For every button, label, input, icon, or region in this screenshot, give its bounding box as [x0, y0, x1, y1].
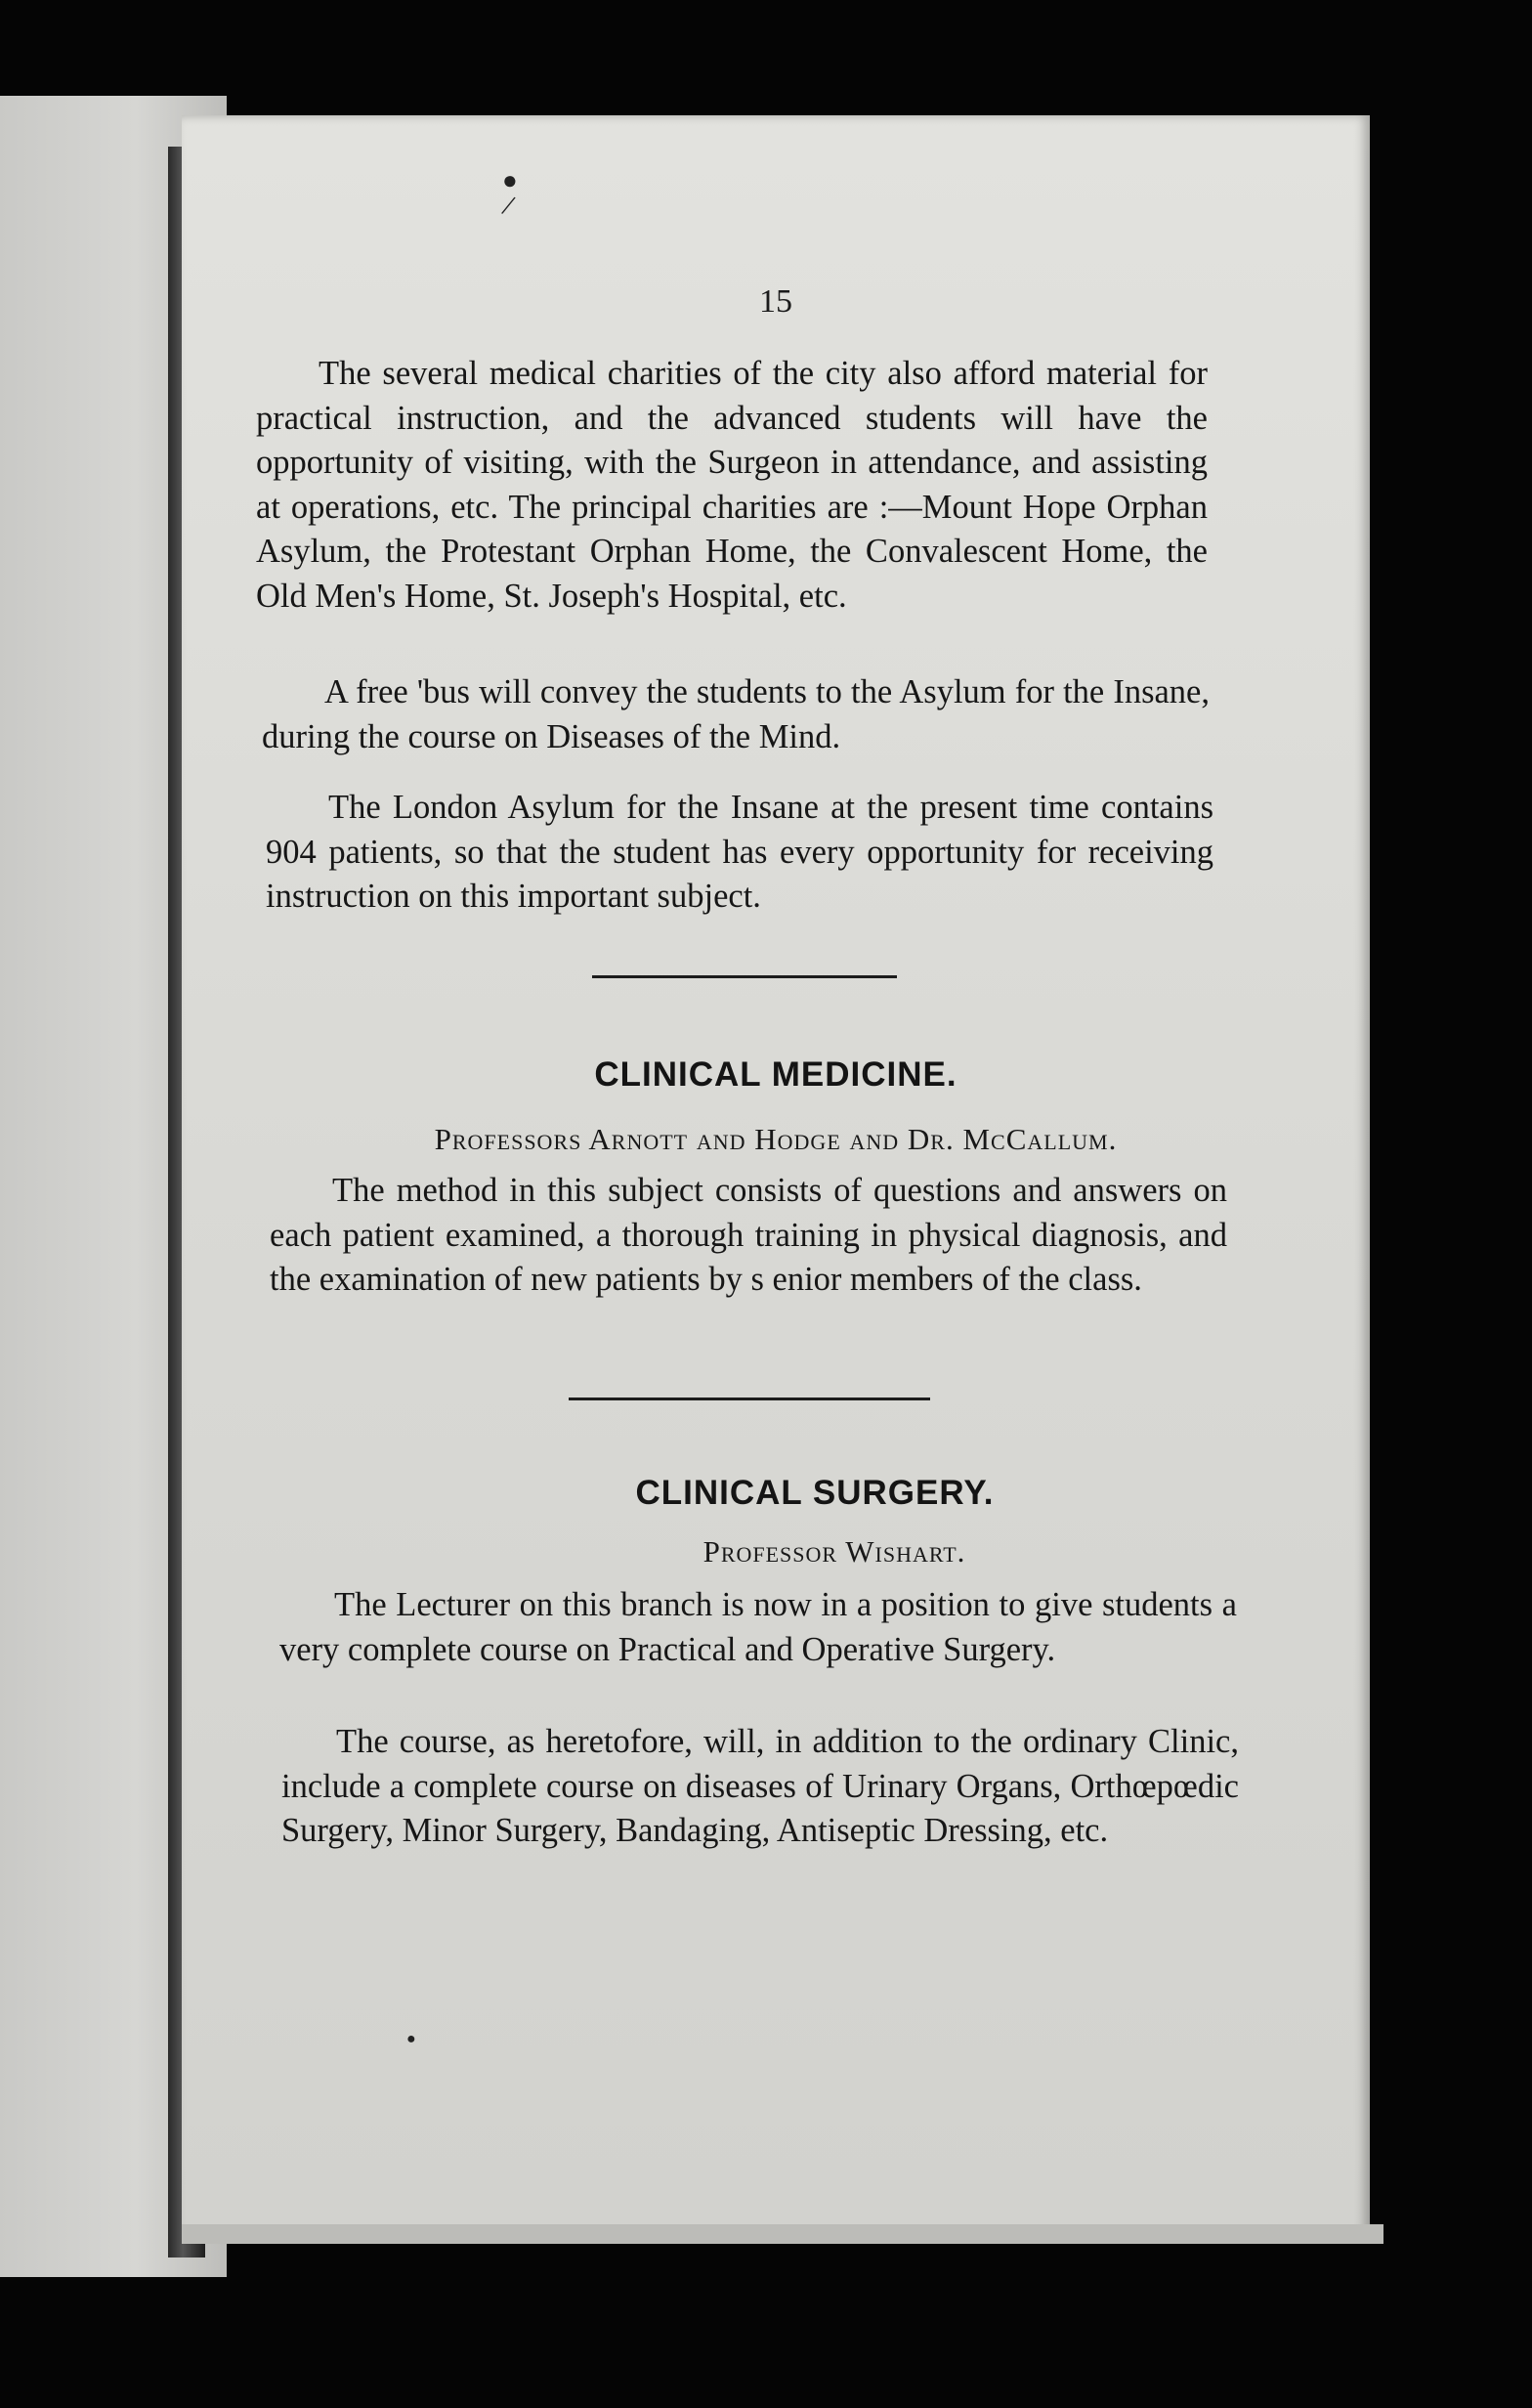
intro-paragraph-bus: A free 'bus will convey the students to the Asylum for the Insane, during the course on Diseases of the Mind.	[262, 673, 1210, 755]
section-heading-clinical-surgery: CLINICAL SURGERY.	[635, 1474, 995, 1512]
intro-paragraph-charities: The several medical charities of the city also afford material for practical instruction, and the advanced students will have the opportunity of visiting, with the Surgeon in attendance, and assisting at operations, etc. The principal charities are :—Mount Hope Orphan Asylum, the Protestant Orphan Home, the Convalescent Home, the Old Men's Home, St. Joseph's Hospital, etc.	[256, 355, 1208, 615]
page-bottom-edge	[182, 2224, 1383, 2244]
intro-paragraph-london-asylum: The London Asylum for the Insane at the present time contains 904 patients, so that the student has every opportunity for receiving instruction on this important subject.	[266, 789, 1213, 915]
page-number: 15	[759, 283, 792, 320]
section-heading-clinical-medicine: CLINICAL MEDICINE.	[594, 1055, 958, 1094]
ink-mark: ●	[502, 166, 518, 194]
section-divider	[592, 975, 897, 978]
ink-dot: ●	[406, 2031, 416, 2047]
section-divider	[569, 1398, 930, 1400]
clinical-surgery-paragraph-lecturer: The Lecturer on this branch is now in a position to give students a very complete course on Practical and Operative Surgery.	[279, 1586, 1237, 1668]
section-byline-clinical-surgery: Professor Wishart.	[702, 1534, 966, 1569]
section-byline-clinical-medicine: Professors Arnott and Hodge and Dr. McCallum.	[434, 1122, 1118, 1156]
ink-mark: /	[498, 189, 518, 223]
clinical-surgery-paragraph-course: The course, as heretofore, will, in addition to the ordinary Clinic, include a complete course on diseases of Urinary Organs, Orthœpœdic Surgery, Minor Surgery, Bandaging, Antiseptic Dressing, etc.	[281, 1723, 1239, 1849]
scanned-page	[182, 115, 1370, 2236]
clinical-medicine-paragraph: The method in this subject consists of questions and answers on each patient examined, a thorough training in physical diagnosis, and the examination of new patients by s enior members of the class.	[270, 1172, 1227, 1298]
